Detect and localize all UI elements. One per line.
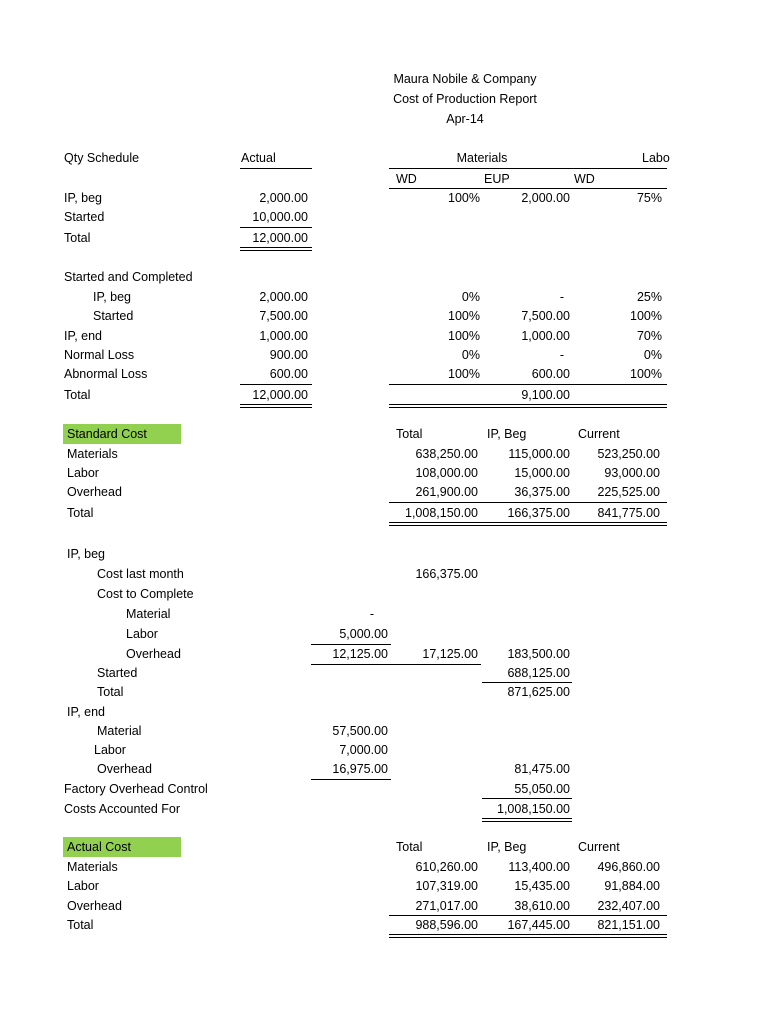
act-col-total: Total [396,840,423,854]
acc-cost-last-month: Cost last month [97,567,184,581]
acc-end-material: Material [97,724,142,738]
acc-costs-accounted: Costs Accounted For [64,802,181,816]
acc-ipbeg: IP, beg [67,547,106,561]
acc-end-overhead-val: 16,975.00 [332,762,388,776]
acc-end-overhead: Overhead [97,762,152,776]
acc-end-total: 81,475.00 [514,762,570,776]
labor-header: Labo [642,151,670,165]
materials-header: Materials [456,151,508,165]
acc-overhead-tot: 183,500.00 [507,647,570,661]
acc-end-material-val: 57,500.00 [332,724,388,738]
acc-labor: Labor [126,627,158,641]
acc-overhead-val: 12,125.00 [332,647,388,661]
acc-material-val: - [369,607,374,621]
acc-cost-to-complete: Cost to Complete [97,587,194,601]
acc-started: Started [97,666,138,680]
eup-header: EUP [484,172,510,186]
acc-cost-last-month-val: 166,375.00 [415,567,478,581]
standard-cost-title: Standard Cost [67,427,147,441]
acc-foh-val: 55,050.00 [514,782,570,796]
std-col-total: Total [396,427,423,441]
actual-cost-title: Actual Cost [67,840,131,854]
std-col-current: Current [578,427,620,441]
act-col-current: Current [578,840,620,854]
acc-started-val: 688,125.00 [507,666,570,680]
acc-ipend: IP, end [67,705,106,719]
std-col-ipbeg: IP, Beg [487,427,527,441]
wd-header: WD [396,172,417,186]
company-name: Maura Nobile & Company [393,72,537,86]
acc-end-labor: Labor [94,743,126,757]
acc-overhead: Overhead [126,647,181,661]
acc-labor-val: 5,000.00 [339,627,388,641]
acc-total-val: 871,625.00 [507,685,570,699]
act-col-ipbeg: IP, Beg [487,840,527,854]
report-period: Apr-14 [446,112,484,126]
qty-schedule-title: Qty Schedule [64,151,140,165]
acc-total: Total [97,685,124,699]
acc-overhead-sub: 17,125.00 [422,647,478,661]
acc-costs-accounted-val: 1,008,150.00 [497,802,570,816]
actual-header: Actual [241,151,276,165]
acc-end-labor-val: 7,000.00 [339,743,388,757]
started-completed-label: Started and Completed [64,270,193,284]
acc-foh-control: Factory Overhead Control [64,782,208,796]
report-title: Cost of Production Report [393,92,537,106]
wd-header-2: WD [574,172,595,186]
acc-material: Material [126,607,171,621]
